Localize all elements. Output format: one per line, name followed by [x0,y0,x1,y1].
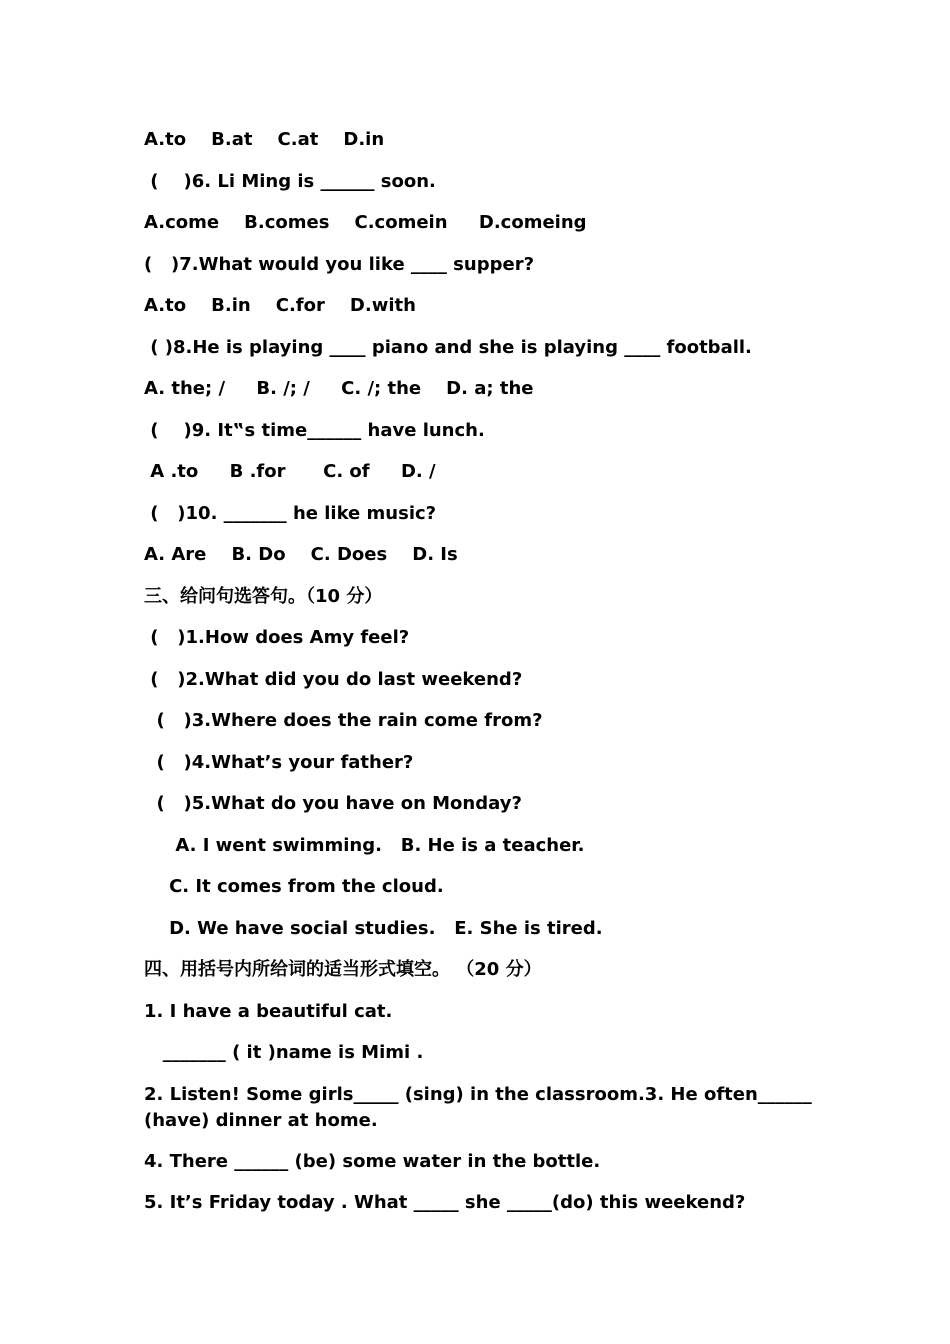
q10-options: A. Are B. Do C. Does D. Is [144,544,458,565]
match-question-4: ( )4.What’s your father? [144,752,414,773]
section-3-heading: 三、给问句选答句。（10 分） [144,586,383,607]
fill-item-1-blank: _______ ( it )name is Mimi . [144,1042,424,1063]
match-answer-c: C. It comes from the cloud. [144,876,444,897]
q6-options: A.come B.comes C.comein D.comeing [144,212,587,233]
question-8: ( )8.He is playing ____ piano and she is playing ____ football. [144,337,752,358]
fill-item-2-3: 2. Listen! Some girls_____ (sing) in the classroom.3. He often______ (have) dinner at home. [144,1084,812,1131]
match-answers-de: D. We have social studies. E. She is tired. [144,918,603,939]
fill-item-4: 4. There ______ (be) some water in the bottle. [144,1151,601,1172]
section-4-heading: 四、用括号内所给词的适当形式填空。 （20 分） [144,959,542,980]
q8-options: A. the; / B. /; / C. /; the D. a; the [144,378,534,399]
match-question-1: ( )1.How does Amy feel? [144,627,410,648]
question-7: ( )7.What would you like ____ supper? [144,254,535,275]
match-answers-ab: A. I went swimming. B. He is a teacher. [144,835,585,856]
question-10: ( )10. _______ he like music? [144,503,437,524]
match-question-5: ( )5.What do you have on Monday? [144,793,522,814]
q9-options: A .to B .for C. of D. / [144,461,436,482]
match-question-2: ( )2.What did you do last weekend? [144,669,523,690]
fill-item-1: 1. I have a beautiful cat. [144,1001,393,1022]
fill-item-5: 5. It’s Friday today . What _____ she _____(do) this weekend? [144,1192,746,1213]
match-question-3: ( )3.Where does the rain come from? [144,710,543,731]
q7-options: A.to B.in C.for D.with [144,295,416,316]
q5-options: A.to B.at C.at D.in [144,129,385,150]
question-9: ( )9. It‟s time______ have lunch. [144,420,485,441]
question-6: ( )6. Li Ming is ______ soon. [144,171,436,192]
